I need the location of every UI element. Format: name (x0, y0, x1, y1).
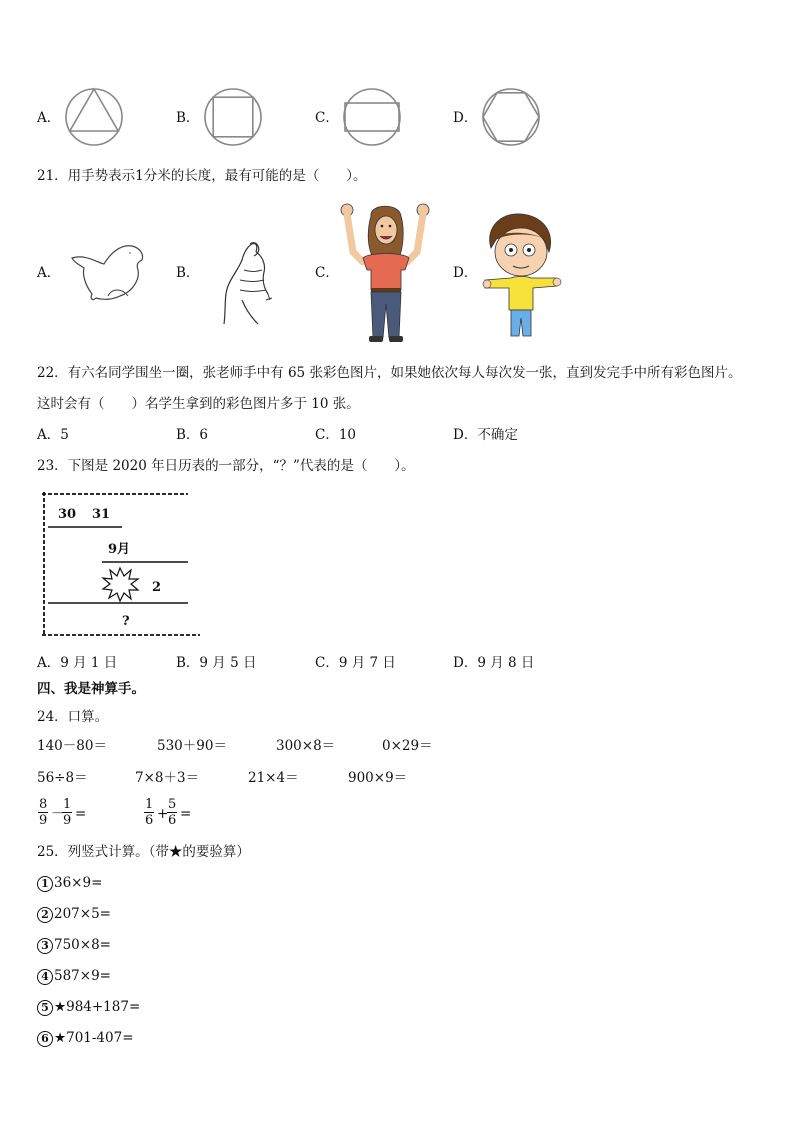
circled-number: 1 (37, 876, 53, 892)
q24-title: 24．口算。 (37, 709, 109, 725)
calendar-day-30: 30 (58, 507, 77, 522)
q25-item: 2 207×5= (37, 905, 111, 923)
q25-item: 4 587×9= (37, 967, 111, 985)
hand-pinch-gesture-icon (218, 240, 278, 326)
q22-question-line1: 22．有六名同学围坐一圈，张老师手中有 65 张彩色图片，如果她依次每人每次发一张，直到发完手中所有彩色图片。 (37, 365, 742, 381)
q21-option-a: A． (37, 265, 61, 281)
starburst-icon (103, 568, 138, 601)
circle-inscribed-hexagon-figure (481, 87, 541, 147)
fraction-1-9: $\frac{1}{9}$ (63, 797, 72, 828)
bird-hand-shadow-icon (68, 240, 154, 304)
q24-item: 140－80＝ (37, 738, 107, 754)
q21-option-d: D． (453, 265, 478, 281)
q25-title: 25．列竖式计算。（带★的要验算） (37, 844, 250, 860)
fraction-equals: = (180, 806, 192, 822)
q22-option-a: A．5 (37, 427, 69, 443)
calendar-month-label: 9月 (108, 542, 131, 557)
q23-option-c: C．9 月 7 日 (315, 655, 396, 671)
q22-option-b: B．6 (176, 427, 209, 443)
boy-outstretched-arms-illustration (483, 212, 561, 336)
q23-option-d: D．9 月 8 日 (453, 655, 535, 671)
q20-option-d: D． (453, 110, 478, 126)
fraction-5-6: $\frac{5}{6}$ (168, 797, 177, 828)
q25-item: 3 750×8= (37, 936, 111, 954)
q23-question-text: 23．下图是 2020 年日历表的一部分，“？”代表的是（ ）。 (37, 458, 415, 474)
circled-number: 4 (37, 969, 53, 985)
calendar-day-2: 2 (152, 580, 162, 595)
calendar-day-31: 31 (92, 507, 111, 522)
fraction-equals: = (75, 806, 87, 822)
q22-option-d: D．不确定 (453, 427, 518, 443)
q20-option-a: A． (37, 110, 61, 126)
circle-inscribed-rectangle-figure (342, 87, 402, 147)
q22-question-line2: 这时会有（ ）名学生拿到的彩色图片多于 10 张。 (37, 396, 360, 412)
circled-number: 3 (37, 938, 53, 954)
fraction-operator: － (51, 806, 65, 822)
q22-option-c: C．10 (315, 427, 357, 443)
fraction-8-9: $\frac{8}{9}$ (39, 797, 48, 828)
q20-option-c: C． (315, 110, 339, 126)
q21-question-text: 21．用手势表示1分米的长度，最有可能的是（ ）。 (37, 168, 367, 184)
q24-item: 7×8＋3＝ (135, 770, 200, 786)
woman-raised-arms-illustration (339, 200, 433, 346)
q23-option-a: A．9 月 1 日 (37, 655, 118, 671)
q24-item: 300×8＝ (276, 738, 336, 754)
circled-number: 2 (37, 907, 53, 923)
circle-inscribed-triangle-figure (64, 87, 124, 147)
section-title: 四、我是神算手。 (37, 681, 145, 697)
q25-item: 1 36×9= (37, 874, 102, 892)
q21-option-b: B． (176, 265, 200, 281)
fraction-operator: + (157, 806, 169, 822)
fraction-1-6: $\frac{1}{6}$ (145, 797, 154, 828)
q24-item: 0×29＝ (382, 738, 433, 754)
q24-item: 530＋90＝ (157, 738, 227, 754)
q20-option-b: B． (176, 110, 200, 126)
q24-item: 21×4＝ (248, 770, 299, 786)
q25-item: 6 ★701-407= (37, 1029, 134, 1047)
q24-item: 56÷8＝ (37, 770, 88, 786)
calendar-fragment (40, 490, 205, 640)
circled-number: 5 (37, 1000, 53, 1016)
q24-item: 900×9＝ (348, 770, 408, 786)
q25-item: 5 ★984+187= (37, 998, 140, 1016)
q21-option-c: C． (315, 265, 339, 281)
circled-number: 6 (37, 1031, 53, 1047)
q23-option-b: B．9 月 5 日 (176, 655, 257, 671)
calendar-question-mark: ? (122, 614, 130, 629)
circle-inscribed-square-figure (203, 87, 263, 147)
